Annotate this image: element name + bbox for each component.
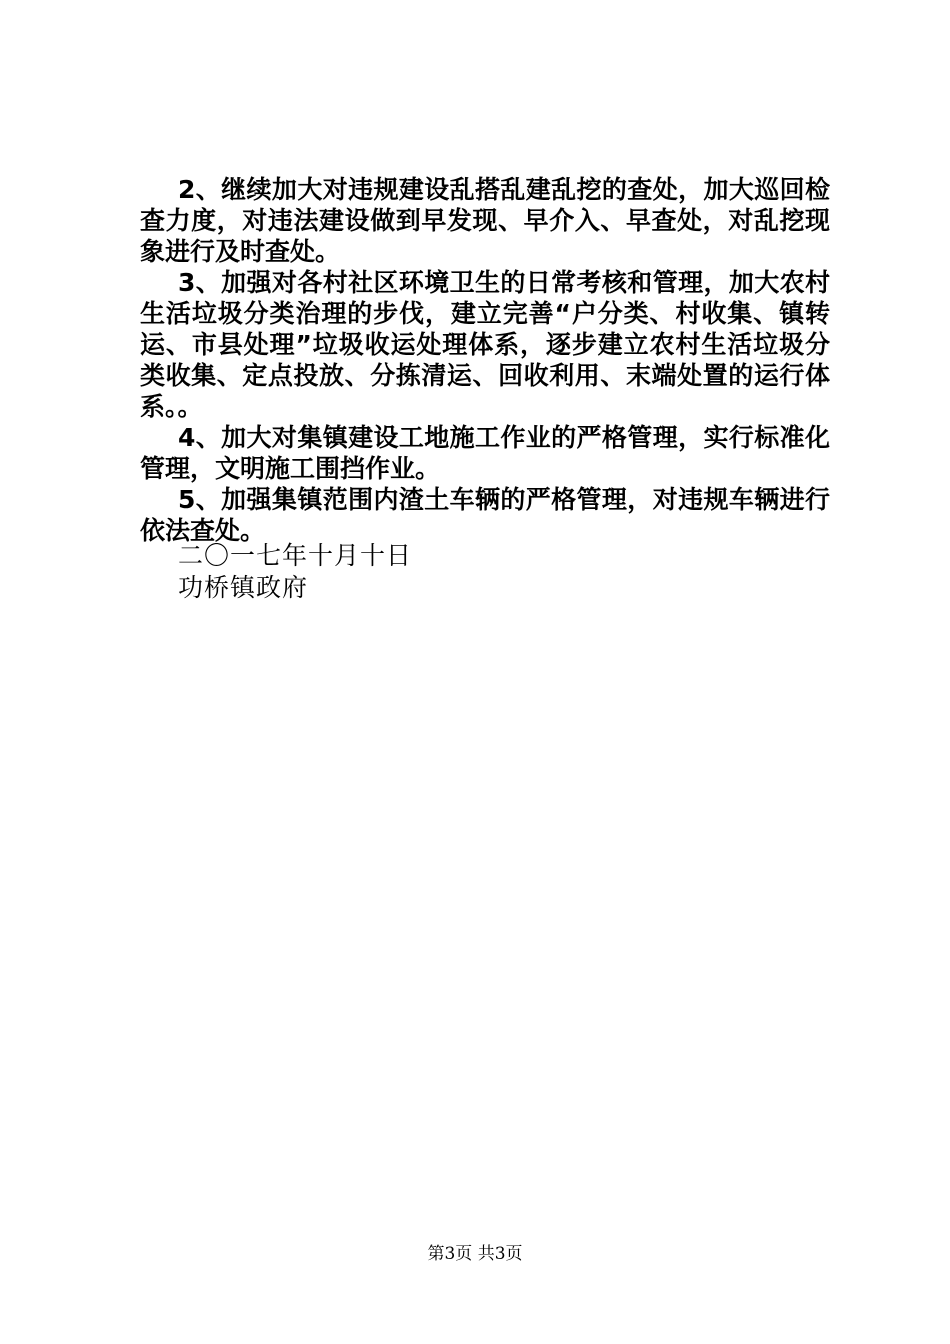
paragraph-item-5: 5、加强集镇范围内渣土车辆的严格管理，对违规车辆进行依法查处。: [140, 485, 830, 545]
page-footer: 第3页 共3页: [427, 1244, 523, 1264]
paragraph-item-2: 2、继续加大对违规建设乱搭乱建乱挖的查处，加大巡回检查力度，对违法建设做到早发现、早介入、早查处，对乱挖现象进行及时查处。: [140, 175, 830, 266]
document-body: [140, 174, 830, 546]
paragraph-item-4: 4、加大对集镇建设工地施工作业的严格管理，实行标准化管理，文明施工围挡作业。: [140, 423, 830, 483]
document-signature: 功桥镇政府: [178, 573, 309, 602]
document-date: 二〇一七年十月十日: [178, 541, 413, 570]
paragraph-item-3: 3、加强对各村社区环境卫生的日常考核和管理，加大农村生活垃圾分类治理的步伐，建立完善“户分类、村收集、镇转运、市县处理”垃圾收运处理体系，逐步建立农村生活垃圾分类收集、定点投放、分拣清运、回收利用、末端处置的运行体系。。: [140, 268, 830, 421]
